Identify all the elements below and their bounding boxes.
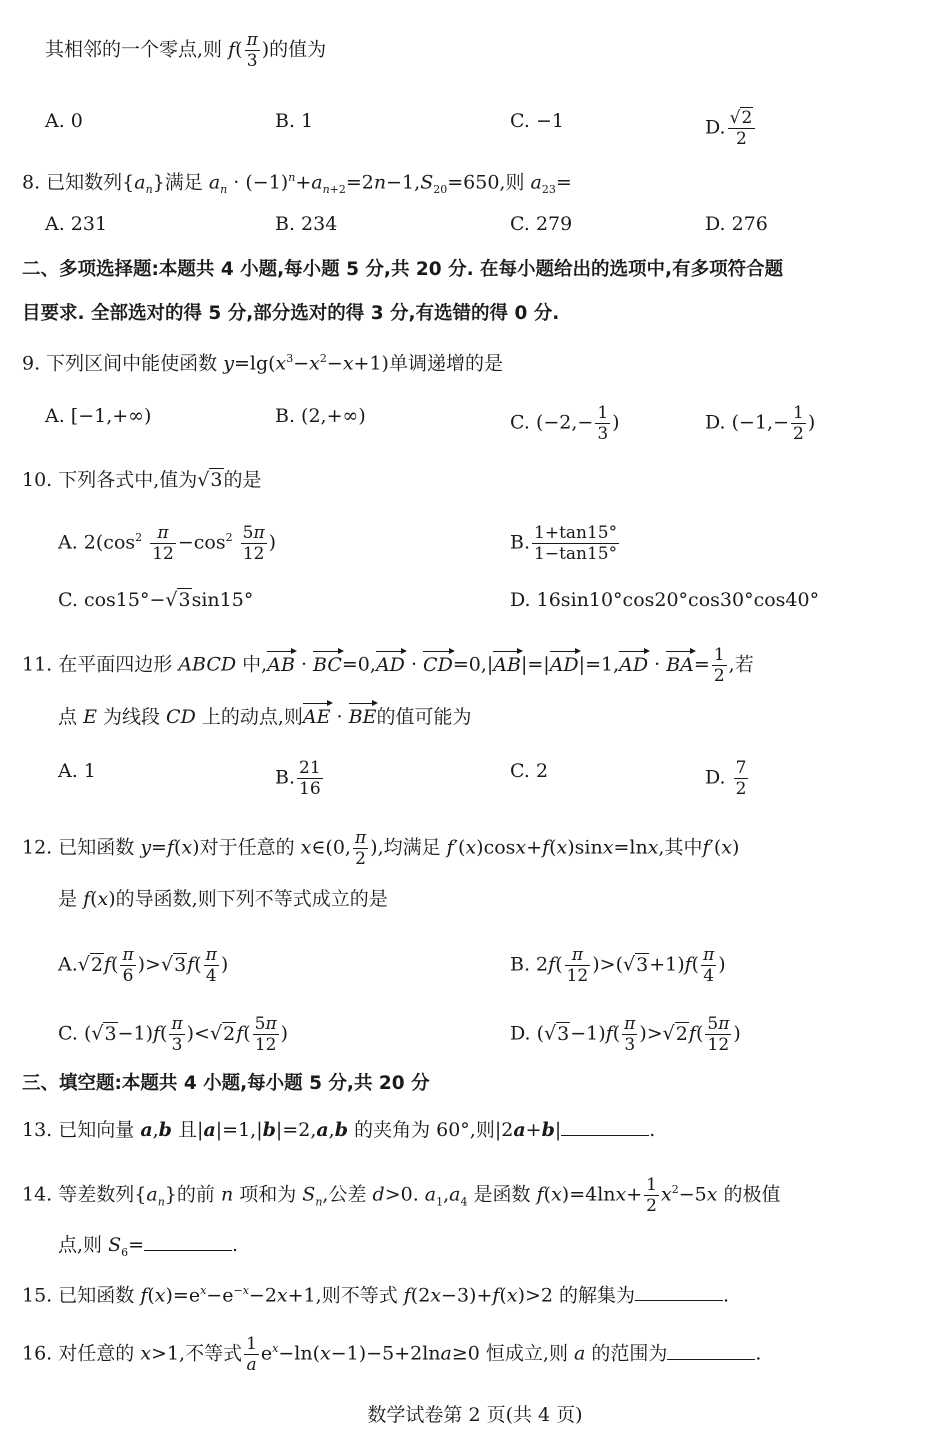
- q12-option-d: D. (√3−1)f( $\frac{\pi}{3}$ )>√2f( $\frac{5\pi}{12}$ ): [510, 1014, 741, 1055]
- q9-option-a: A. [−1,+∞): [45, 405, 152, 427]
- page-footer: 数学试卷第 2 页(共 4 页): [367, 1404, 583, 1426]
- q11-option-c: C. 2: [510, 760, 549, 782]
- q14-answer-blank[interactable]: [144, 1232, 232, 1251]
- q8-option-a: A. 231: [45, 213, 108, 235]
- q12-option-b: B. 2f( $\frac{\pi}{12}$ )>(√3+1)f( $\frac{\pi}{4}$ ): [510, 945, 726, 986]
- q12-option-c: C. (√3−1)f( $\frac{\pi}{3}$ )<√2f( $\frac{5\pi}{12}$ ): [58, 1014, 289, 1055]
- q9-option-b: B. (2,+∞): [275, 405, 366, 427]
- q13-answer-blank[interactable]: [561, 1117, 649, 1136]
- q10-option-a: A. $2(\cos^2$ $\frac{\pi}{12}$ $-\cos^2$ $\frac{5\pi}{12}$ ): [58, 523, 277, 564]
- q9-option-d: D. (−1,− $\frac{1}{2}$ ): [705, 403, 816, 444]
- section2-heading-line1: 二、多项选择题:本题共 4 小题,每小题 5 分,共 20 分. 在每小题给出的选项中,有多项符合题: [22, 259, 784, 280]
- q11-option-d: D. $\frac{7}{2}$: [705, 758, 747, 799]
- q10-option-d: D. 16sin10°cos20°cos30°cos40°: [510, 589, 820, 611]
- q12-stem-line2: 是 f(x)的导函数,则下列不等式成立的是: [58, 888, 388, 910]
- q15-answer-blank[interactable]: [635, 1282, 723, 1301]
- q11-stem: 11. 在平面四边形 ABCD 中,AB · BC=0,AD · CD=0,|AB|=|AD|=1,AD · BA= $\frac{1}{2}$ ,若: [22, 645, 754, 686]
- q12-option-a: A.√2f( $\frac{\pi}{6}$ )>√3f( $\frac{\pi}{4}$ ): [58, 945, 229, 986]
- q8-stem: 8. 已知数列$\{a_n\}$满足 $a_n \cdot (-1)^n+a_{n+2}=2n-1,S_{20}=650$,则 $a_{23}=$: [22, 171, 572, 197]
- q11-option-a: A. 1: [58, 760, 96, 782]
- q13-stem: 13. 已知向量 a,b 且|a|=1,|b|=2,a,b 的夹角为 60°,则|2a+b| .: [22, 1119, 656, 1141]
- q7-continuation: 其相邻的一个零点,则 f( $\frac{\pi}{3}$ )的值为: [45, 30, 327, 71]
- section2-heading-line2: 目要求. 全部选对的得 5 分,部分选对的得 3 分,有选错的得 0 分.: [22, 303, 560, 324]
- q15-stem: 15. 已知函数 $f(x)=e^x-e^{-x}-2x+1$,则不等式 f(2x−3)+f(x)>2 的解集为 .: [22, 1284, 730, 1307]
- q10-stem: 10. 下列各式中,值为√3的是: [22, 469, 262, 491]
- q10-option-b: B. $\frac{1+\tan 15^\circ}{1-\tan 15^\circ}$: [510, 523, 618, 564]
- q8-option-c: C. 279: [510, 213, 573, 235]
- q11-stem-line2: 点 E 为线段 CD 上的动点,则AE · BE的值可能为: [58, 702, 472, 730]
- q7-option-b: B. 1: [275, 110, 314, 132]
- q7-option-d: D. $\frac{√2}{2}$: [705, 108, 757, 149]
- q9-stem: 9. 下列区间中能使函数 $y=\lg(x^3-x^2-x+1)$单调递增的是: [22, 352, 503, 375]
- q8-option-d: D. 276: [705, 213, 768, 235]
- q16-answer-blank[interactable]: [667, 1341, 755, 1360]
- q16-stem: 16. 对任意的 x>1,不等式 $\frac{1}{a}$ $e^x-\ln(x-1)-5+2\ln a\ge 0$ 恒成立,则 a 的范围为 .: [22, 1334, 762, 1375]
- q7-option-c: C. −1: [510, 110, 564, 132]
- q12-stem: 12. 已知函数 y=f(x)对于任意的 x∈(0, $\frac{\pi}{2}$ ),均满足 f′(x)cosx+f(x)sinx=lnx,其中f′(x): [22, 828, 740, 869]
- q7-option-a: A. 0: [45, 110, 83, 132]
- q14-stem-line2: 点,则 $S_6=$ .: [58, 1234, 239, 1259]
- q11-option-b: B. $\frac{21}{16}$: [275, 758, 321, 799]
- section3-heading: 三、填空题:本题共 4 小题,每小题 5 分,共 20 分: [22, 1073, 430, 1094]
- q10-option-c: C. cos15°−√3sin15°: [58, 589, 254, 611]
- q14-stem: 14. 等差数列$\{a_n\}$的前 n 项和为 $S_n$,公差 d>0. $a_1,a_4$ 是函数 f(x)=4lnx+ $\frac{1}{2}$ $x^2-5x$ 的极值: [22, 1175, 781, 1216]
- q9-option-c: C. (−2,− $\frac{1}{3}$ ): [510, 403, 620, 444]
- q8-option-b: B. 234: [275, 213, 338, 235]
